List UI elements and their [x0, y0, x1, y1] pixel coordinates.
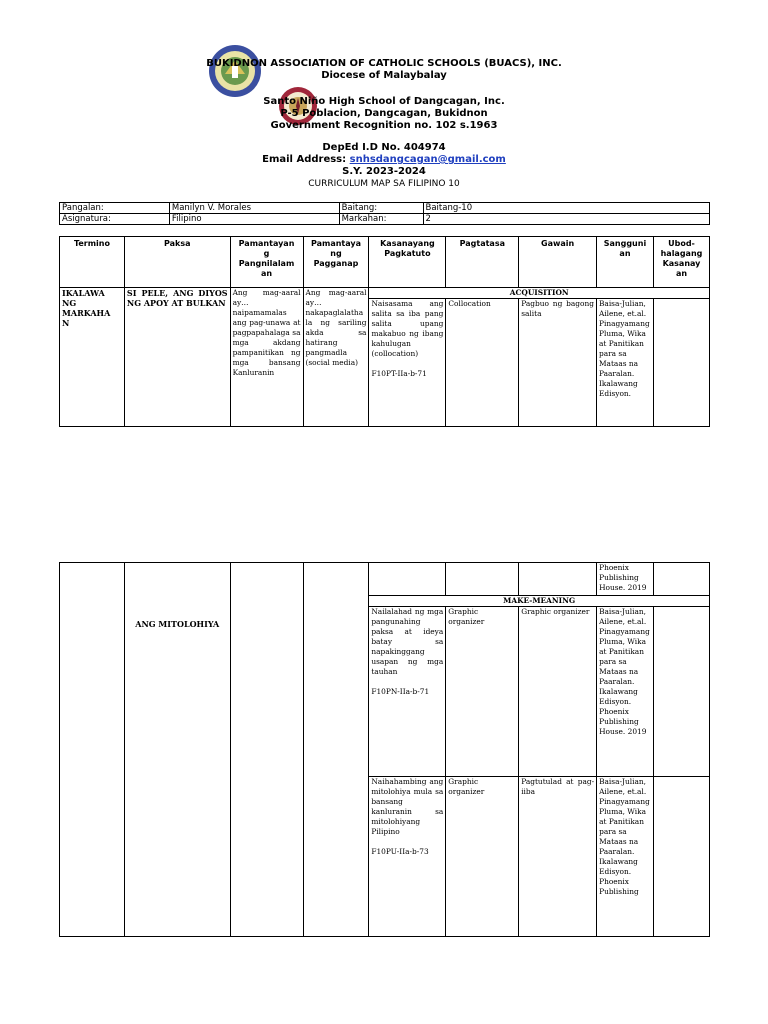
col-paksa: Paksa [124, 237, 230, 288]
school-year: S.Y. 2023-2024 [342, 166, 426, 177]
paksa-cell: ANG MITOLOHIYA [124, 563, 230, 937]
gawain-cell: Pagbuo ng bagong salita [519, 299, 597, 427]
sanggunian-cell: Baisa-Julian, Ailene, et.al. Pinagyamang Pluma, Wika at Panitikan para sa Mataas na Paaralan. Ikalawang Edisyon. Phoenix Publishing House. 2019 [597, 607, 654, 777]
gawain-cell [519, 563, 597, 596]
gawain-cell: Pagtutulad at pag-iiba [519, 777, 597, 937]
sanggunian-cell: Baisa-Julian, Ailene, et.al. Pinagyamang Pluma, Wika at Panitikan para sa Mataas na Paaralan. Ikalawang Edisyon. [596, 299, 653, 427]
pagtatasa-cell: Collocation [446, 299, 519, 427]
sanggunian-cell: Baisa-Julian, Ailene, et.al. Pinagyamang Pluma, Wika at Panitikan para sa Mataas na Paaralan. Ikalawang Edisyon. Phoenix Publishing [597, 777, 654, 937]
email-line [0, 154, 768, 166]
curriculum-table-2 [59, 562, 710, 937]
kasanayan-cell: Naihahambing ang mitolohiya mula sa bansang kanluranin sa mitolohiyang Pilipino F10PU-IIa-b-73 [369, 777, 446, 937]
pagtatasa-cell [446, 563, 519, 596]
baitang-label: Baitang: [339, 203, 423, 214]
email-label: Email Address: [262, 154, 350, 165]
association-name: BUKIDNON ASSOCIATION OF CATHOLIC SCHOOLS (BUACS), INC. [206, 58, 562, 69]
ubod-halagang-cell [654, 563, 710, 596]
sanggunian-cell: Phoenix Publishing House. 2019 [597, 563, 654, 596]
termino-cell [60, 563, 125, 937]
school-address: P-5 Poblacion, Dangcagan, Bukidnon [280, 108, 488, 119]
asignatura-label: Asignatura: [60, 214, 170, 225]
col-termino: Termino [60, 237, 125, 288]
pangalan-label: Pangalan: [60, 203, 170, 214]
baitang-value: Baitang-10 [423, 203, 710, 214]
section-row [60, 288, 710, 299]
col-pagganap: Pamantaya ng Pagganap [303, 237, 369, 288]
info-table [59, 202, 710, 225]
section-acquisition: ACQUISITION [369, 288, 710, 299]
col-pagtatasa: Pagtatasa [446, 237, 519, 288]
markahan-label: Markahan: [339, 214, 423, 225]
col-pangnilalaman: Pamantayan g Pangnilalam an [230, 237, 303, 288]
pagganap-cell: Ang mag-aaral ay… nakapaglalatha la ng sariling akda sa hatirang pangmadla (social media) [303, 288, 369, 427]
kasanayan-cell: Naisasama ang salita sa iba pang salita upang makabuo ng ibang kahulugan (collocation) F10PT-IIa-b-71 [369, 299, 446, 427]
deped-id: DepEd I.D No. 404974 [322, 142, 446, 153]
government-recognition: Government Recognition no. 102 s.1963 [270, 120, 498, 131]
pagtatasa-cell: Graphic organizer [446, 777, 519, 937]
pagtatasa-cell: Graphic organizer [446, 607, 519, 777]
info-row [60, 203, 710, 214]
pagganap-cell [303, 563, 369, 937]
pangnilalaman-cell [230, 563, 303, 937]
termino-cell: IKALAWA NG MARKAHA N [60, 288, 125, 427]
curriculum-table-1 [59, 236, 710, 427]
ubod-halagang-cell [654, 607, 710, 777]
col-ubod-halagang: Ubod- halagang Kasanay an [653, 237, 709, 288]
kasanayan-cell: Nailalahad ng mga pangunahing paksa at ideya batay sa napakinggang usapan ng mga tauhan F10PN-IIa-b-71 [369, 607, 446, 777]
kasanayan-cell [369, 563, 446, 596]
asignatura-value: Filipino [169, 214, 339, 225]
col-kasanayan: Kasanayang Pagkatuto [369, 237, 446, 288]
pangalan-value: Manilyn V. Morales [169, 203, 339, 214]
email-link[interactable]: snhsdangcagan@gmail.com [349, 154, 506, 165]
diocese-name: Diocese of Malaybalay [321, 70, 447, 81]
col-gawain: Gawain [519, 237, 597, 288]
table-row [60, 563, 710, 596]
pangnilalaman-cell: Ang mag-aaral ay… naipamamalas ang pag-unawa at pagpapahalaga sa mga akdang pampanitikan ng mga bansang Kanluranin [230, 288, 303, 427]
markahan-value: 2 [423, 214, 710, 225]
gawain-cell: Graphic organizer [519, 607, 597, 777]
column-header-row [60, 237, 710, 288]
paksa-cell: SI PELE, ANG DIYOS NG APOY AT BULKAN [124, 288, 230, 427]
ubod-halagang-cell [653, 299, 709, 427]
document-title: CURRICULUM MAP SA FILIPINO 10 [308, 179, 460, 189]
ubod-halagang-cell [654, 777, 710, 937]
col-sanggunian: Sangguni an [596, 237, 653, 288]
section-make-meaning: MAKE-MEANING [369, 596, 710, 607]
school-name: Santo Niño High School of Dangcagan, Inc. [263, 96, 505, 107]
info-row [60, 214, 710, 225]
